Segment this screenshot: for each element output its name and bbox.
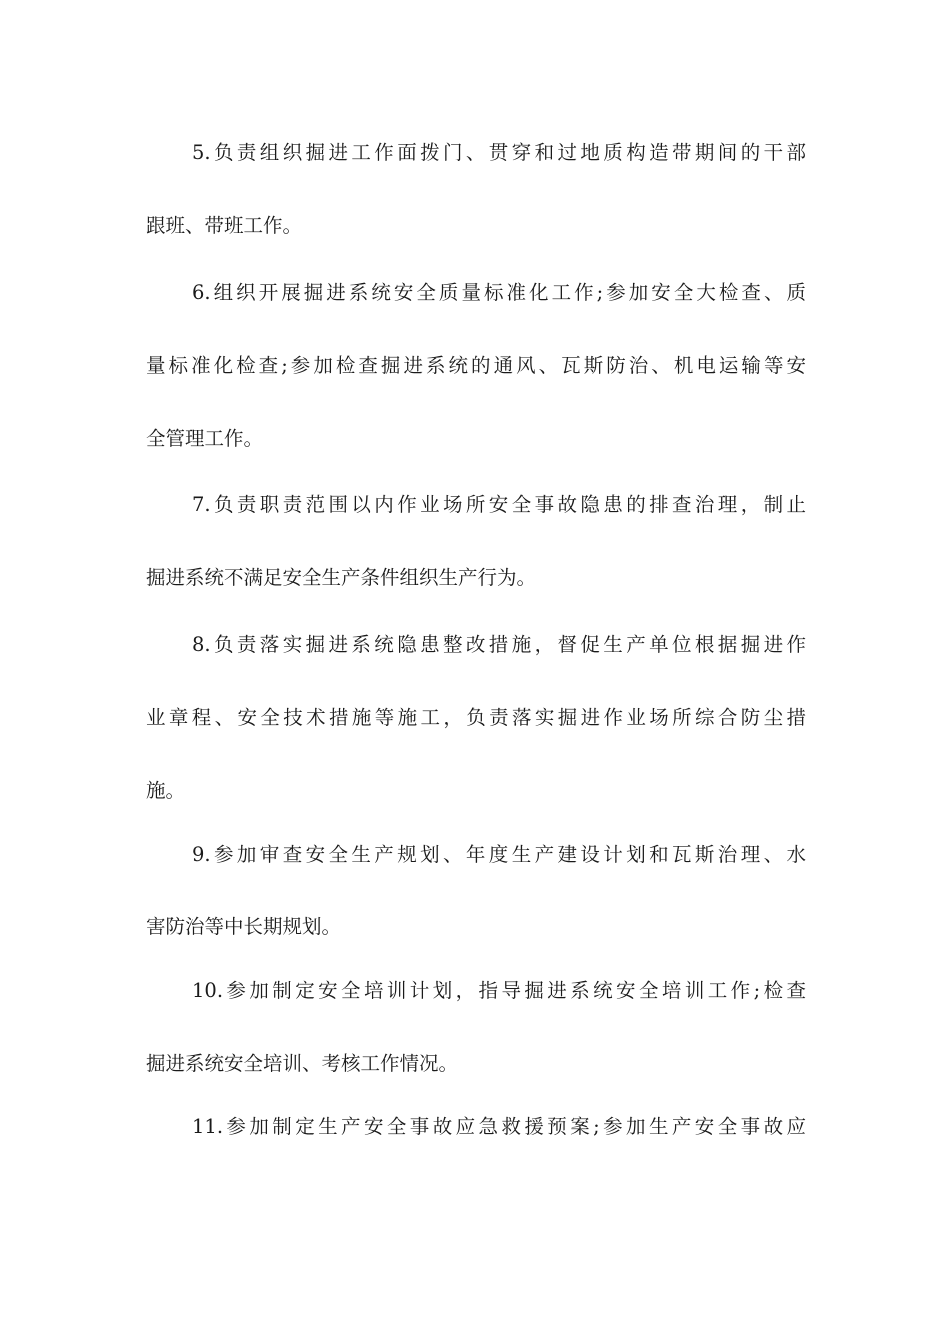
paragraph-6-line-2: 量标准化检查;参加检查掘进系统的通风、瓦斯防治、机电运输等安: [146, 354, 806, 377]
paragraph-7-line-2: 掘进系统不满足安全生产条件组织生产行为。: [146, 566, 537, 589]
paragraph-8-line-1: 8.负责落实掘进系统隐患整改措施，督促生产单位根据掘进作: [192, 633, 806, 656]
paragraph-5-line-2: 跟班、带班工作。: [146, 214, 303, 237]
paragraph-6-line-3: 全管理工作。: [146, 427, 264, 450]
paragraph-10-line-2: 掘进系统安全培训、考核工作情况。: [146, 1052, 459, 1075]
paragraph-11-line-1: 11.参加制定生产安全事故应急救援预案;参加生产安全事故应: [192, 1115, 806, 1138]
paragraph-10-line-1: 10.参加制定安全培训计划，指导掘进系统安全培训工作;检查: [192, 979, 806, 1002]
paragraph-8-line-2: 业章程、安全技术措施等施工，负责落实掘进作业场所综合防尘措: [146, 706, 806, 729]
paragraph-7-line-1: 7.负责职责范围以内作业场所安全事故隐患的排查治理，制止: [192, 493, 806, 516]
paragraph-9-line-1: 9.参加审查安全生产规划、年度生产建设计划和瓦斯治理、水: [192, 843, 806, 866]
paragraph-9-line-2: 害防治等中长期规划。: [146, 915, 342, 938]
paragraph-6-line-1: 6.组织开展掘进系统安全质量标准化工作;参加安全大检查、质: [192, 281, 806, 304]
paragraph-5-line-1: 5.负责组织掘进工作面拨门、贯穿和过地质构造带期间的干部: [192, 141, 806, 164]
paragraph-8-line-3: 施。: [146, 779, 186, 802]
